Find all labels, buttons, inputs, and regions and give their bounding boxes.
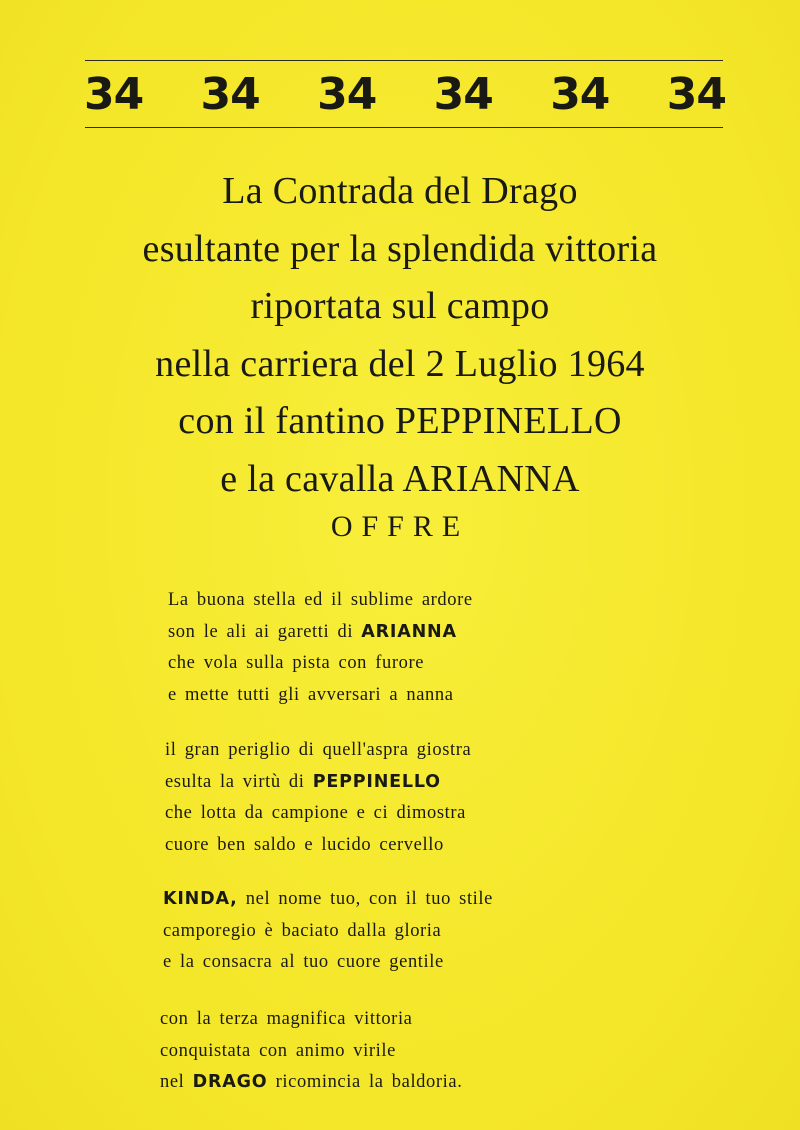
heading-line: esultante per la splendida vittoria	[142, 227, 658, 270]
poem-line: che lotta da campione e ci dimostra	[165, 803, 466, 823]
contrada-name: DRAGO	[192, 1072, 268, 1092]
bottom-rule	[85, 127, 723, 128]
heading-line: e la cavalla ARIANNA	[220, 457, 580, 500]
number-row	[70, 70, 740, 120]
poem-line	[160, 1067, 462, 1099]
poem-line	[165, 767, 471, 799]
poem-line: conquistata con animo virile	[160, 1040, 396, 1061]
number-34: 34	[317, 69, 377, 120]
heading-line: riportata sul campo	[250, 285, 550, 327]
heading-line: nella carriera del 2 Luglio 1964	[155, 342, 645, 385]
number-34: 34	[666, 69, 726, 120]
poem-stanza-1	[168, 585, 473, 711]
poem-line: La buona stella ed il sublime ardore	[168, 590, 473, 610]
poem-line: e mette tutti gli avversari a nanna	[168, 684, 454, 705]
horse-name: ARIANNA	[361, 621, 457, 642]
jockey-name: PEPPINELLO	[312, 771, 441, 792]
poem-text: nel	[160, 1072, 185, 1092]
poem-text: nel nome tuo, con il tuo stile	[245, 889, 493, 909]
poem-line: il gran periglio di quell'aspra giostra	[165, 740, 472, 760]
heading-line: La Contrada del Drago	[222, 170, 578, 212]
poem-text: esulta la virtù di	[165, 771, 305, 792]
number-34: 34	[84, 69, 144, 120]
poem-line: camporegio è baciato dalla gloria	[163, 920, 442, 941]
poem-text: son le ali ai garetti di	[168, 621, 354, 642]
number-34: 34	[200, 69, 260, 120]
captain-name: KINDA,	[163, 889, 238, 909]
heading-line: con il fantino PEPPINELLO	[178, 400, 622, 442]
poem-stanza-3	[163, 884, 493, 979]
poem-line	[163, 884, 493, 916]
poem-line: che vola sulla pista con furore	[168, 653, 425, 673]
poem-stanza-4	[160, 1004, 462, 1099]
number-34: 34	[550, 69, 610, 120]
offre-title: OFFRE	[330, 510, 470, 543]
top-rule	[85, 60, 723, 61]
poem-text: ricomincia la baldoria.	[275, 1072, 463, 1092]
number-34: 34	[433, 69, 493, 120]
announcement-heading	[0, 163, 800, 508]
poem-line	[168, 617, 473, 649]
poem-line: cuore ben saldo e lucido cervello	[165, 834, 444, 855]
poem-line: con la terza magnifica vittoria	[160, 1009, 413, 1029]
poem-stanza-2	[165, 735, 471, 861]
poem-line: e la consacra al tuo cuore gentile	[163, 952, 444, 972]
